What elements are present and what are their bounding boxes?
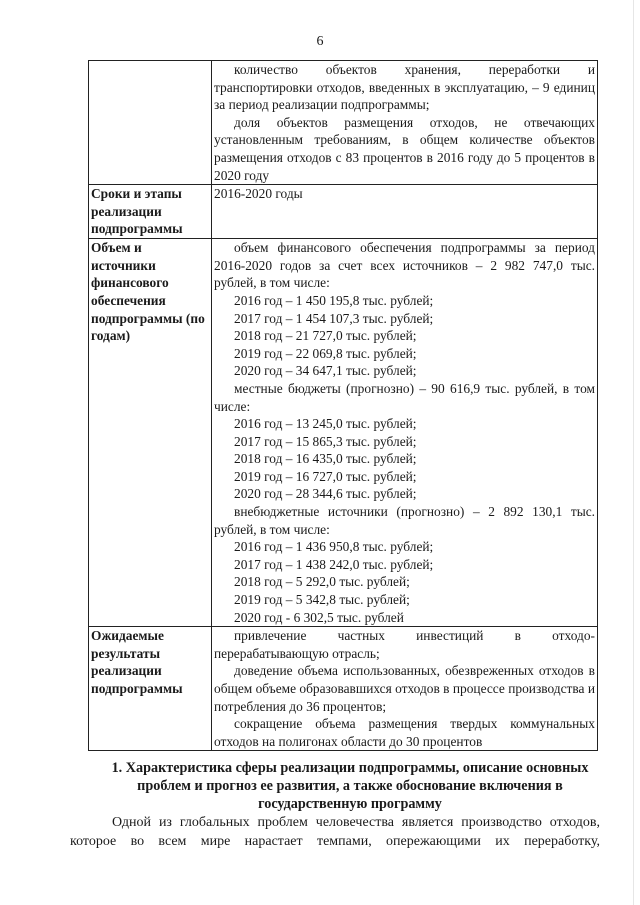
section-intro (70, 813, 600, 851)
extrabudget-year-line: 2017 год – 1 438 242,0 тыс. рублей; (234, 556, 434, 572)
row-content-indicators (212, 61, 598, 185)
finance-year-line: 2019 год – 22 069,8 тыс. рублей; (234, 345, 417, 361)
row-label-empty (89, 61, 212, 185)
section-intro-paragraph: Одной из глобальных проблем человечества является производство отходов, которое во всем мире нарастает темпами, опережающими их переработку, (70, 815, 600, 849)
local-year-line: 2018 год – 16 435,0 тыс. рублей; (234, 451, 417, 467)
table-row-indicators (89, 61, 598, 185)
section-heading: 1. Характеристика сферы реализации подпрограммы, описание основных проблем и прогноз ее развития, а также обоснование включения в государственную программу (111, 760, 589, 812)
extrabudget-year-line: 2016 год – 1 436 950,8 тыс. рублей; (234, 539, 434, 555)
extrabudget-year-line: 2019 год – 5 342,8 тыс. рублей; (234, 592, 410, 608)
row-content-terms: 2016-2020 годы (212, 185, 598, 239)
local-year-line: 2016 год – 13 245,0 тыс. рублей; (234, 416, 417, 432)
local-budget-intro: местные бюджеты (прогнозно) – 90 616,9 тыс. рублей, в том числе: (214, 380, 595, 414)
local-year-line: 2017 год – 15 865,3 тыс. рублей; (234, 433, 417, 449)
row-label-terms: Сроки и этапы реализации подпрограммы (89, 185, 212, 239)
finance-year-line: 2016 год – 1 450 195,8 тыс. рублей; (234, 292, 434, 308)
row-label-results: Ожидаемые результаты реализации подпрограммы (89, 627, 212, 751)
finance-year-line: 2017 год – 1 454 107,3 тыс. рублей; (234, 310, 434, 326)
indicator-paragraph: доля объектов размещения отходов, не отвечающих установленным требованиям, в общем количестве объектов размещения отходов с 83 процентов в 2016 году до 5 процентов в 2020 году (214, 114, 595, 183)
row-content-results (212, 627, 598, 751)
local-year-line: 2020 год – 28 344,6 тыс. рублей; (234, 486, 417, 502)
extrabudget-year-line: 2018 год – 5 292,0 тыс. рублей; (234, 574, 410, 590)
indicator-paragraph: количество объектов хранения, переработки и транспортировки отходов, введенных в эксплуатацию, – 9 единиц за период реализации подпрограммы; (214, 62, 595, 113)
finance-year-line: 2018 год – 21 727,0 тыс. рублей; (234, 328, 417, 344)
page-number: 6 (316, 34, 324, 49)
subprogram-passport-table (88, 60, 598, 751)
row-content-finance (212, 239, 598, 627)
table-row-terms (89, 185, 598, 239)
finance-intro: объем финансового обеспечения подпрограммы за период 2016-2020 годов за счет всех источников – 2 982 747,0 тыс. рублей, в том числе: (214, 240, 595, 291)
result-paragraph: привлечение частных инвестиций в отходо-перерабатывающую отрасль; (214, 628, 595, 661)
finance-year-line: 2020 год – 34 647,1 тыс. рублей; (234, 363, 417, 379)
scan-edge-line (633, 0, 634, 905)
table-row-results (89, 627, 598, 751)
extrabudget-intro: внебюджетные источники (прогнозно) – 2 892 130,1 тыс. рублей, в том числе: (214, 504, 595, 537)
table-row-finance (89, 239, 598, 627)
local-year-line: 2019 год – 16 727,0 тыс. рублей; (234, 468, 417, 484)
extrabudget-year-line: 2020 год - 6 302,5 тыс. рублей (234, 609, 404, 625)
row-label-finance: Объем и источники финансового обеспечения подпрограммы (по годам) (89, 239, 212, 627)
result-paragraph: сокращение объема размещения твердых коммунальных отходов на полигонах области до 30 процентов (214, 716, 595, 749)
result-paragraph: доведение объема использованных, обезвреженных отходов в общем объеме образовавшихся отходов в процессе производства и потребления до 36 процентов; (214, 663, 595, 714)
